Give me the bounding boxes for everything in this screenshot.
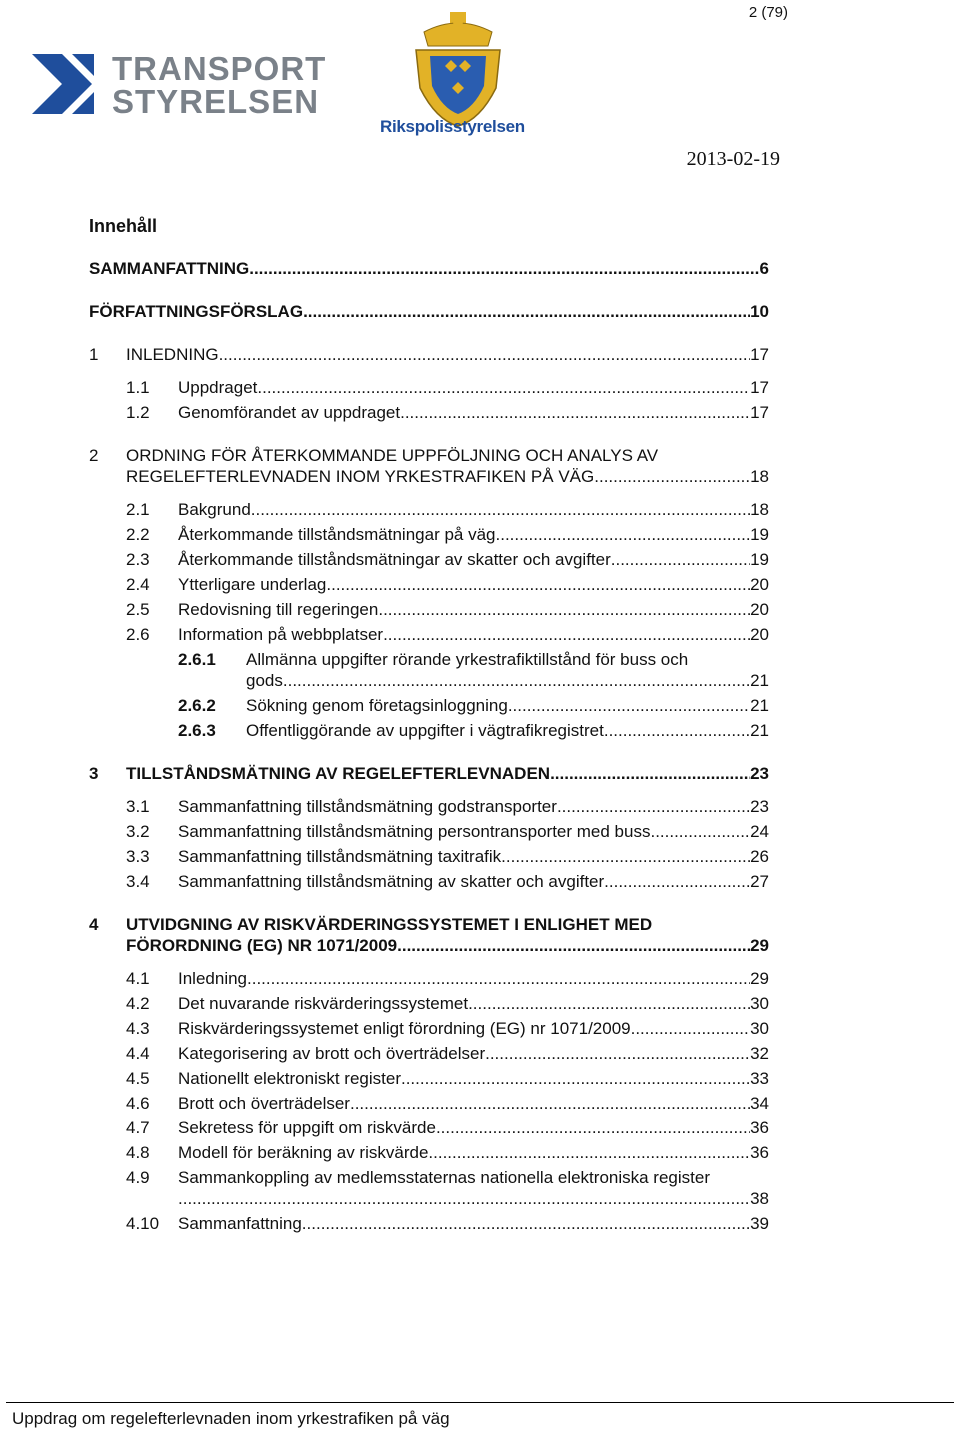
- toc-entry[interactable]: 3.3 Sammanfattning tillståndsmätning taxitrafik ..... 26: [126, 847, 769, 867]
- toc-entry[interactable]: SAMMANFATTNING ..... 6: [89, 259, 769, 279]
- toc-entry-continuation[interactable]: REGELEFTERLEVNADEN INOM YRKESTRAFIKEN PÅ VÄG ..... 18: [126, 467, 769, 487]
- toc-entry[interactable]: 4.9 Sammankoppling av medlemsstaternas nationella elektroniska register: [126, 1168, 710, 1187]
- footer-text: Uppdrag om regelefterlevnaden inom yrkestrafiken på väg: [12, 1409, 450, 1428]
- toc-entry[interactable]: 4.2 Det nuvarande riskvärderingssystemet ..... 30: [126, 994, 769, 1014]
- rikspolisstyrelsen-wordmark: Rikspolisstyrelsen: [380, 117, 525, 136]
- footer-divider: [6, 1402, 954, 1403]
- toc-entry[interactable]: 2.6.1 Allmänna uppgifter rörande yrkestrafiktillstånd för buss och: [178, 650, 689, 669]
- toc-entry[interactable]: 4.8 Modell för beräkning av riskvärde ..... 36: [126, 1143, 769, 1163]
- toc-entry[interactable]: 4.7 Sekretess för uppgift om riskvärde ..... 36: [126, 1118, 769, 1138]
- toc-entry-continuation[interactable]: gods ..... 21: [246, 671, 769, 691]
- transportstyrelsen-wordmark: TRANSPORT STYRELSEN: [112, 50, 327, 120]
- document-date: 2013-02-19: [686, 148, 780, 170]
- toc-entry[interactable]: 3.1 Sammanfattning tillståndsmätning godstransporter ..... 23: [126, 797, 769, 817]
- toc-entry[interactable]: 4 UTVIDGNING AV RISKVÄRDERINGSSYSTEMET I ENLIGHET MED: [89, 915, 653, 934]
- toc-entry[interactable]: 4.5 Nationellt elektroniskt register ..... 33: [126, 1069, 769, 1089]
- toc-entry-continuation[interactable]: ..... 38: [178, 1189, 769, 1209]
- toc-entry[interactable]: 4.4 Kategorisering av brott och överträdelser ..... 32: [126, 1044, 769, 1064]
- toc-entry[interactable]: 2 ORDNING FÖR ÅTERKOMMANDE UPPFÖLJNING OCH ANALYS AV: [89, 446, 659, 465]
- toc-entry[interactable]: 4.10 Sammanfattning ..... 39: [126, 1214, 769, 1234]
- toc-entry[interactable]: 2.6 Information på webbplatser ..... 20: [126, 625, 769, 645]
- toc-entry[interactable]: 2.3 Återkommande tillståndsmätningar av skatter och avgifter ..... 19: [126, 550, 769, 570]
- toc-entry[interactable]: 2.6.2 Sökning genom företagsinloggning ..... 21: [178, 696, 769, 716]
- page-number: 2 (79): [748, 4, 788, 21]
- toc-entry[interactable]: 4.1 Inledning ..... 29: [126, 969, 769, 989]
- toc-entry[interactable]: 1 INLEDNING ..... 17: [89, 345, 769, 365]
- toc-entry[interactable]: 2.4 Ytterligare underlag ..... 20: [126, 575, 769, 595]
- toc-entry[interactable]: 2.5 Redovisning till regeringen ..... 20: [126, 600, 769, 620]
- toc-entry[interactable]: 4.3 Riskvärderingssystemet enligt förordning (EG) nr 1071/2009 ..... 30: [126, 1019, 769, 1039]
- toc-entry[interactable]: 4.6 Brott och överträdelser ..... 34: [126, 1094, 769, 1114]
- toc-entry[interactable]: 2.1 Bakgrund ..... 18: [126, 500, 769, 520]
- toc-entry[interactable]: 3.4 Sammanfattning tillståndsmätning av skatter och avgifter ..... 27: [126, 872, 769, 892]
- toc-entry[interactable]: 3.2 Sammanfattning tillståndsmätning persontransporter med buss ..... 24: [126, 822, 769, 842]
- toc-heading: Innehåll: [89, 216, 158, 236]
- toc-entry[interactable]: 1.2 Genomförandet av uppdraget ..... 17: [126, 403, 769, 423]
- toc-entry-continuation[interactable]: FÖRORDNING (EG) NR 1071/2009 ..... 29: [126, 936, 769, 956]
- toc-entry[interactable]: 2.6.3 Offentliggörande av uppgifter i vägtrafikregistret ..... 21: [178, 721, 769, 741]
- toc-entry[interactable]: 1.1 Uppdraget ..... 17: [126, 378, 769, 398]
- toc-entry[interactable]: 3 TILLSTÅNDSMÄTNING AV REGELEFTERLEVNADEN ..... 23: [89, 764, 769, 784]
- toc-entry[interactable]: 2.2 Återkommande tillståndsmätningar på väg ..... 19: [126, 525, 769, 545]
- toc-entry[interactable]: FÖRFATTNINGSFÖRSLAG ..... 10: [89, 302, 769, 322]
